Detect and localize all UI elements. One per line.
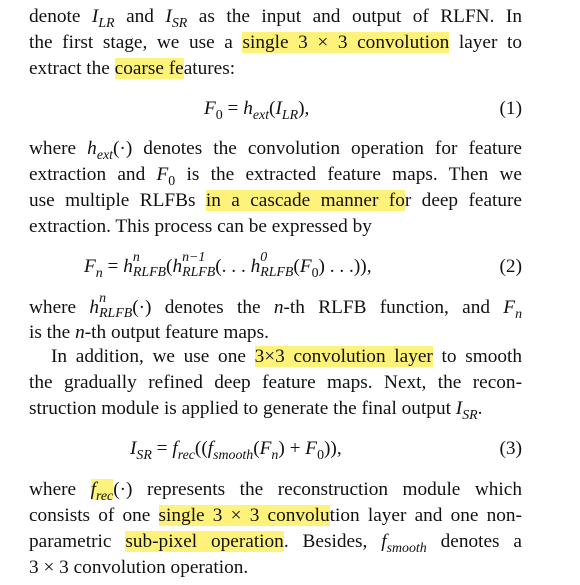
equation-1: [0, 94, 580, 124]
highlight: 3×3 convolution layer: [254, 346, 433, 367]
text-line: is the n-th output feature maps.: [29, 322, 269, 343]
equation-number: (2): [499, 256, 522, 277]
equation-2: [0, 252, 580, 282]
text-line: extract the coarse features:: [29, 58, 236, 79]
equation-number: (3): [499, 438, 522, 459]
text-line: the first stage, we use a single 3 × 3 convolution layer to: [29, 32, 523, 53]
text-line: where $f_{rec}(\cdot)$ represents the reconstruction module which: [29, 479, 522, 504]
text-line: the gradually refined deep feature maps. Next, the recon-: [29, 372, 522, 393]
equation-expression: $I_{SR} = f_{rec}((f_{smooth}(F_n) + F_0))$,: [130, 438, 342, 463]
text-line: parametric sub-pixel operation. Besides, $f_{smooth}$ denotes a: [29, 531, 522, 556]
text-line: struction module is applied to generate the final output $I_{SR}$.: [29, 398, 483, 423]
text-line: use multiple RLFBs in a cascade manner for deep feature: [29, 190, 522, 211]
text-line: denote $I_{LR}$ and $I_{SR}$ as the input and output of RLFN. In: [29, 6, 522, 31]
highlight: single 3 × 3 convolu: [158, 505, 330, 526]
text-line: extraction. This process can be expressed by: [29, 216, 372, 237]
text-line: extraction and $F_0$ is the extracted feature maps. Then we: [29, 164, 522, 189]
equation-number: (1): [499, 98, 522, 119]
text-line: In addition, we use one 3×3 convolution layer to smooth: [51, 346, 523, 367]
equation-expression: $F_n = h$ n RLFB (h n−1 RLFB (. . . h 0 RLFB $(F_0)$ . . .)),: [84, 250, 372, 281]
text-line: 3 × 3 convolution operation.: [29, 557, 249, 578]
text-line: where $h_{ext}(\cdot)$ denotes the convolution operation for feature: [29, 138, 522, 163]
highlight: $f_{rec}$: [90, 479, 114, 504]
highlight: sub-pixel operation: [125, 531, 284, 552]
highlight: coarse fe: [114, 58, 184, 79]
highlight: single 3 × 3 convolution: [242, 32, 450, 53]
equation-3: [0, 434, 580, 464]
text-line: consists of one single 3 × 3 convolution layer and one non-: [29, 505, 522, 526]
highlight: in a cascade manner fo: [205, 190, 405, 211]
equation-expression: $F_0 = h_{ext}(I_{LR})$,: [204, 98, 310, 123]
text-line: where h n RLFB (·) denotes the n-th RLFB function, and $F_n$: [29, 291, 522, 322]
